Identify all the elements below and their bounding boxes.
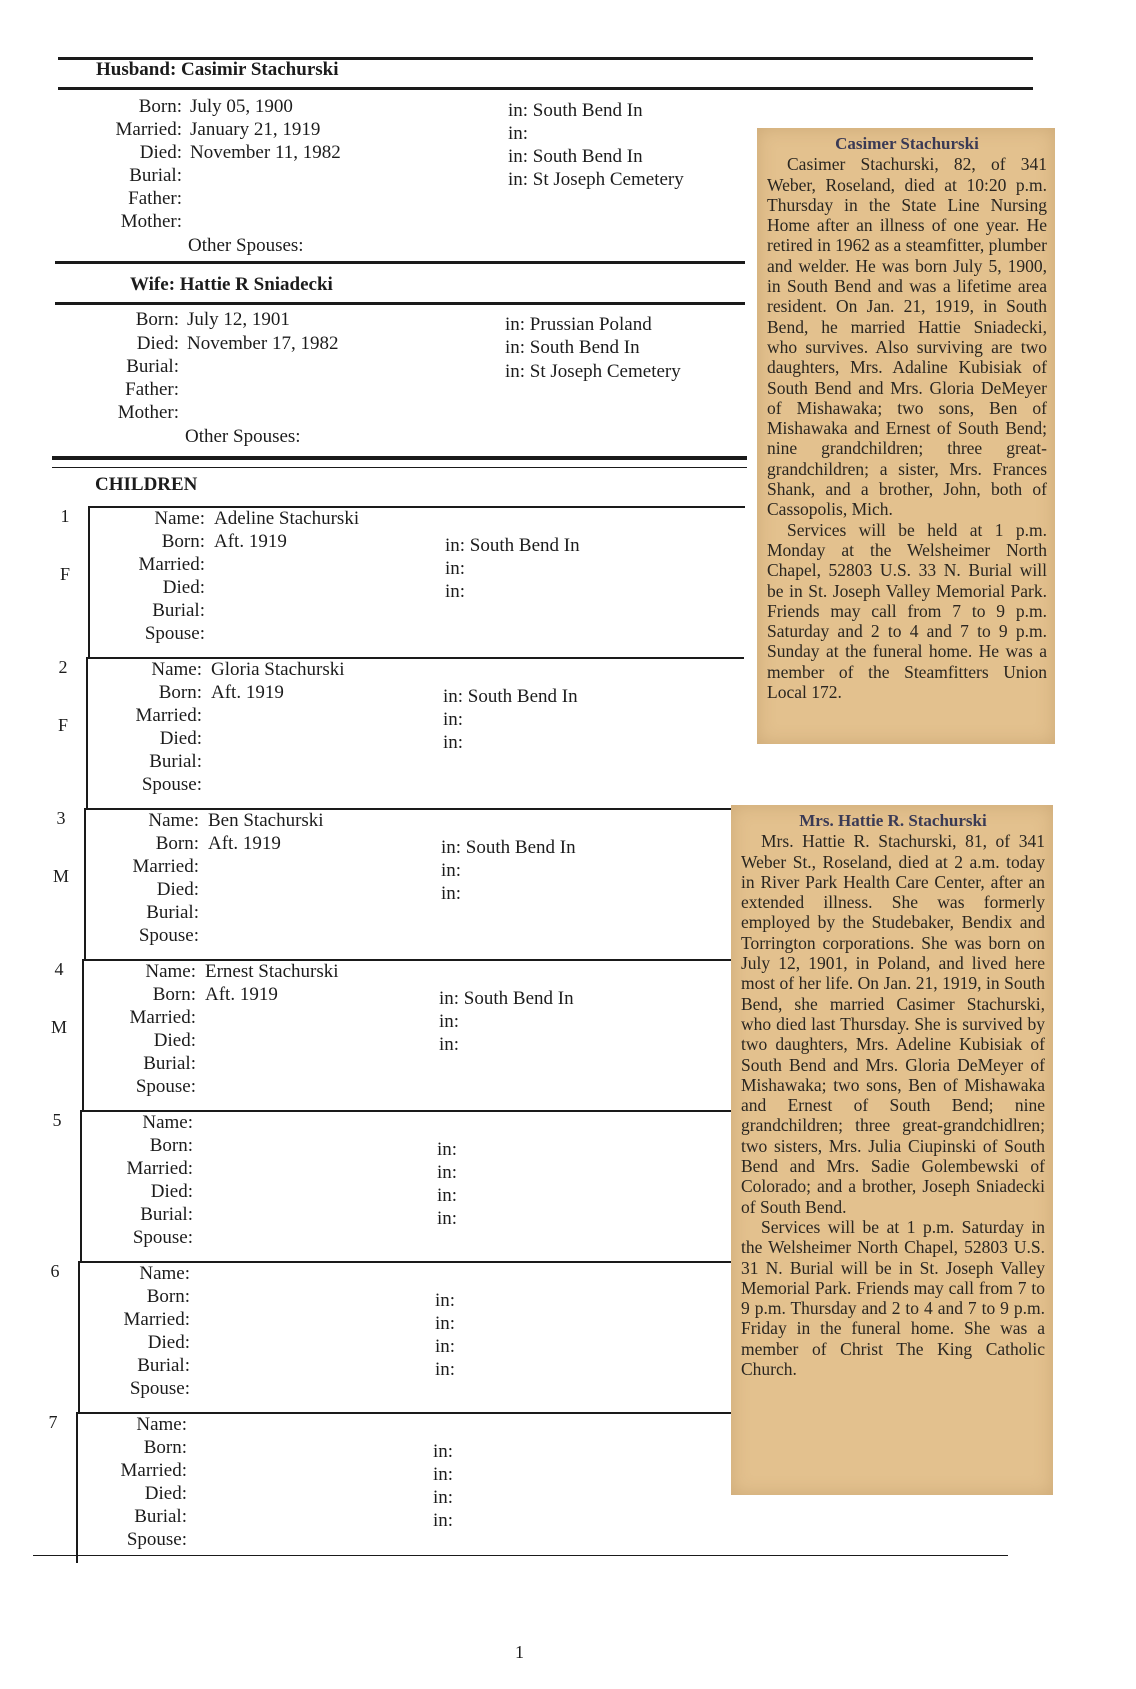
child-born-place: in: South Bend In xyxy=(441,837,576,858)
child-died-place: in: xyxy=(437,1185,458,1206)
wife-burial-label: Burial: xyxy=(126,356,179,377)
wife-top-rule xyxy=(55,261,745,264)
child-died-label: Died: xyxy=(162,577,205,598)
child-vertical-rule xyxy=(86,657,88,808)
child-born-place: in: South Bend In xyxy=(443,686,578,707)
child-name-value: Ernest Stachurski xyxy=(205,961,339,982)
husband-born-place: in: South Bend In xyxy=(508,100,643,121)
child-died-place: in: xyxy=(441,883,462,904)
child-married-place: in: xyxy=(439,1011,460,1032)
child-married-label: Married: xyxy=(132,856,199,877)
clipping-title: Mrs. Hattie R. Stachurski xyxy=(799,811,987,830)
clipping-paragraph: Services will be at 1 p.m. Saturday in the Welsheimer North Chapel, 52803 U.S. 31 N. Burial will be in St. Joseph Valley Memorial Park. Friends may call from 7 to 9 p.m. Thursday and 2 to 4 and 7 to 9 p.m. Friday in the funeral home. She was a member of Christ The King Catholic Church. xyxy=(741,1216,1045,1380)
clipping-paragraph: Mrs. Hattie R. Stachurski, 81, of 341 Weber St., Roseland, died at 2 a.m. today in River Park Health Care Center, after an extended illness. She was formerly employed by the Studebaker, Bendix and Torrington corporations. She was born on July 12, 1901, in Poland, and lived here most of her life. On Jan. 21, 1919, in South Bend, she married Casimer Stachurski, who died last Thursday. She is survived by two daughters, Mrs. Adeline Kubisiak of South Bend and Mrs. Gloria DeMeyer of Mishawaka; two sons, Ben of Mishawaka and Ernest of South Bend; nine grandchildren; three great-grandchidlren; two sisters, Mrs. Julia Ciupinski of South Bend and Mrs. Sadie Golembewski of Colorado; and a brother, Joseph Sniadecki of South Bend. xyxy=(741,831,1045,1217)
child-married-label: Married: xyxy=(138,554,205,575)
child-born-value: Aft. 1919 xyxy=(208,833,281,854)
child-name-value: Ben Stachurski xyxy=(208,810,324,831)
child-sex: F xyxy=(57,715,68,735)
child-vertical-rule xyxy=(84,808,86,959)
child-died-place: in: xyxy=(445,581,466,602)
child-name-label: Name: xyxy=(136,1414,187,1435)
child-number: 3 xyxy=(56,808,66,828)
child-spouse-label: Spouse: xyxy=(126,1529,187,1550)
child-number: 1 xyxy=(60,506,70,526)
child-burial-label: Burial: xyxy=(143,1053,196,1074)
child-name-label: Name: xyxy=(139,1263,190,1284)
child-married-label: Married: xyxy=(129,1007,196,1028)
child-burial-label: Burial: xyxy=(146,902,199,923)
husband-died-place: in: South Bend In xyxy=(508,146,643,167)
child-spouse-label: Spouse: xyxy=(129,1378,190,1399)
child-number: 6 xyxy=(50,1261,60,1281)
child-born-label: Born: xyxy=(149,1135,193,1156)
wife-father-label: Father: xyxy=(125,379,179,400)
wife-born-value: July 12, 1901 xyxy=(187,309,290,330)
child-died-place: in: xyxy=(443,732,464,753)
child-vertical-rule xyxy=(82,959,84,1110)
child-sex: F xyxy=(59,564,70,584)
children-top-rule xyxy=(52,456,747,460)
child-sex: M xyxy=(52,866,69,886)
husband-born-value: July 05, 1900 xyxy=(190,96,293,117)
child-born-place: in: South Bend In xyxy=(445,535,580,556)
child-married-place: in: xyxy=(433,1464,454,1485)
child-vertical-rule xyxy=(76,1412,78,1563)
child-born-value: Aft. 1919 xyxy=(211,682,284,703)
clipping-paragraph: Casimer Stachurski, 82, of 341 Weber, Roseland, died at 10:20 p.m. Thursday in the State Line Nursing Home after an illness of one year. He retired in 1962 as a steamfitter, plumber and welder. He was born July 5, 1900, in South Bend and was a lifetime area resident. On Jan. 21, 1919, in South Bend, he married Hattie Sniadecki, who survives. Also surviving are two daughters, Mrs. Adaline Kubisiak of South Bend and Mrs. Gloria DeMeyer of Mishawaka; two sons, Ben of Mishawaka and Ernest of South Bend; nine grandchildren; three great-grandchildren; a sister, Mrs. Frances Shank, and a brother, John, both of Cassopolis, Mich. xyxy=(767,154,1047,520)
child-died-place: in: xyxy=(433,1487,454,1508)
husband-married-place: in: xyxy=(508,123,529,144)
child-number: 7 xyxy=(48,1412,58,1432)
husband-mother-label: Mother: xyxy=(120,211,182,232)
children-top-rule-thin xyxy=(52,467,747,468)
child-born-value: Aft. 1919 xyxy=(205,984,278,1005)
child-married-label: Married: xyxy=(135,705,202,726)
child-burial-label: Burial: xyxy=(152,600,205,621)
husband-married-value: January 21, 1919 xyxy=(190,119,321,140)
child-spouse-label: Spouse: xyxy=(135,1076,196,1097)
child-name-value: Adeline Stachurski xyxy=(214,508,360,529)
child-burial-place: in: xyxy=(433,1510,454,1531)
husband-burial-label: Burial: xyxy=(129,165,182,186)
child-vertical-rule xyxy=(78,1261,80,1412)
child-died-place: in: xyxy=(435,1336,456,1357)
child-born-label: Born: xyxy=(143,1437,187,1458)
child-number: 5 xyxy=(52,1110,62,1130)
child-died-label: Died: xyxy=(147,1332,190,1353)
obituary-clipping-casimer xyxy=(757,128,1055,744)
child-married-label: Married: xyxy=(120,1460,187,1481)
child-sex: M xyxy=(50,1017,67,1037)
wife-born-label: Born: xyxy=(135,309,179,330)
child-married-place: in: xyxy=(443,709,464,730)
child-name-label: Name: xyxy=(145,961,196,982)
child-born-place: in: xyxy=(435,1290,456,1311)
child-married-label: Married: xyxy=(126,1158,193,1179)
husband-header: Husband: Casimir Stachurski xyxy=(96,59,339,80)
wife-born-place: in: Prussian Poland xyxy=(505,314,652,335)
obituary-clipping-hattie xyxy=(731,805,1053,1495)
child-died-label: Died: xyxy=(156,879,199,900)
husband-married-label: Married: xyxy=(115,119,182,140)
child-name-label: Name: xyxy=(142,1112,193,1133)
child-burial-label: Burial: xyxy=(134,1506,187,1527)
child-born-place: in: South Bend In xyxy=(439,988,574,1009)
page-number: 1 xyxy=(515,1642,524,1662)
child-number: 4 xyxy=(54,959,64,979)
child-married-place: in: xyxy=(441,860,462,881)
wife-other-spouses-label: Other Spouses: xyxy=(185,426,301,447)
child-died-label: Died: xyxy=(159,728,202,749)
husband-header-rule xyxy=(58,87,1033,90)
child-born-place: in: xyxy=(433,1441,454,1462)
child-born-place: in: xyxy=(437,1139,458,1160)
child-married-place: in: xyxy=(437,1162,458,1183)
wife-header: Wife: Hattie R Sniadecki xyxy=(130,274,333,295)
husband-died-label: Died: xyxy=(139,142,182,163)
child-number: 2 xyxy=(58,657,68,677)
child-died-place: in: xyxy=(439,1034,460,1055)
child-spouse-label: Spouse: xyxy=(144,623,205,644)
husband-died-value: November 11, 1982 xyxy=(190,142,341,163)
child-married-place: in: xyxy=(445,558,466,579)
child-spouse-label: Spouse: xyxy=(141,774,202,795)
child-name-label: Name: xyxy=(148,810,199,831)
wife-burial-place: in: St Joseph Cemetery xyxy=(505,361,681,382)
child-married-place: in: xyxy=(435,1313,456,1334)
child-burial-label: Burial: xyxy=(137,1355,190,1376)
wife-header-rule xyxy=(55,302,745,305)
child-born-value: Aft. 1919 xyxy=(214,531,287,552)
child-born-label: Born: xyxy=(158,682,202,703)
clipping-title: Casimer Stachurski xyxy=(835,134,979,153)
child-married-label: Married: xyxy=(123,1309,190,1330)
child-born-label: Born: xyxy=(161,531,205,552)
wife-mother-label: Mother: xyxy=(117,402,179,423)
child-burial-label: Burial: xyxy=(140,1204,193,1225)
child-burial-label: Burial: xyxy=(149,751,202,772)
child-spouse-label: Spouse: xyxy=(132,1227,193,1248)
bottom-rule xyxy=(33,1555,1008,1556)
child-died-label: Died: xyxy=(153,1030,196,1051)
wife-died-label: Died: xyxy=(136,333,179,354)
child-vertical-rule xyxy=(80,1110,82,1261)
child-name-value: Gloria Stachurski xyxy=(211,659,345,680)
child-died-label: Died: xyxy=(150,1181,193,1202)
child-born-label: Born: xyxy=(146,1286,190,1307)
child-name-label: Name: xyxy=(154,508,205,529)
wife-died-value: November 17, 1982 xyxy=(187,333,339,354)
husband-burial-place: in: St Joseph Cemetery xyxy=(508,169,684,190)
clipping-paragraph: Services will be held at 1 p.m. Monday at the Welsheimer North Chapel, 52803 U.S. 33 N. Burial will be in St. Joseph Valley Memorial Park. Friends may call from 7 to 9 p.m. Saturday and 2 to 4 and 7 to 9 p.m. Sunday at the funeral home. He was a member of the Steamfitters Union Local 172. xyxy=(767,519,1047,703)
child-burial-place: in: xyxy=(435,1359,456,1380)
child-born-label: Born: xyxy=(152,984,196,1005)
husband-father-label: Father: xyxy=(128,188,182,209)
child-vertical-rule xyxy=(88,506,90,657)
child-burial-place: in: xyxy=(437,1208,458,1229)
child-name-label: Name: xyxy=(151,659,202,680)
husband-born-label: Born: xyxy=(138,96,182,117)
children-header: CHILDREN xyxy=(95,474,198,495)
child-spouse-label: Spouse: xyxy=(138,925,199,946)
child-born-label: Born: xyxy=(155,833,199,854)
child-died-label: Died: xyxy=(144,1483,187,1504)
husband-other-spouses-label: Other Spouses: xyxy=(188,235,304,256)
wife-died-place: in: South Bend In xyxy=(505,337,640,358)
